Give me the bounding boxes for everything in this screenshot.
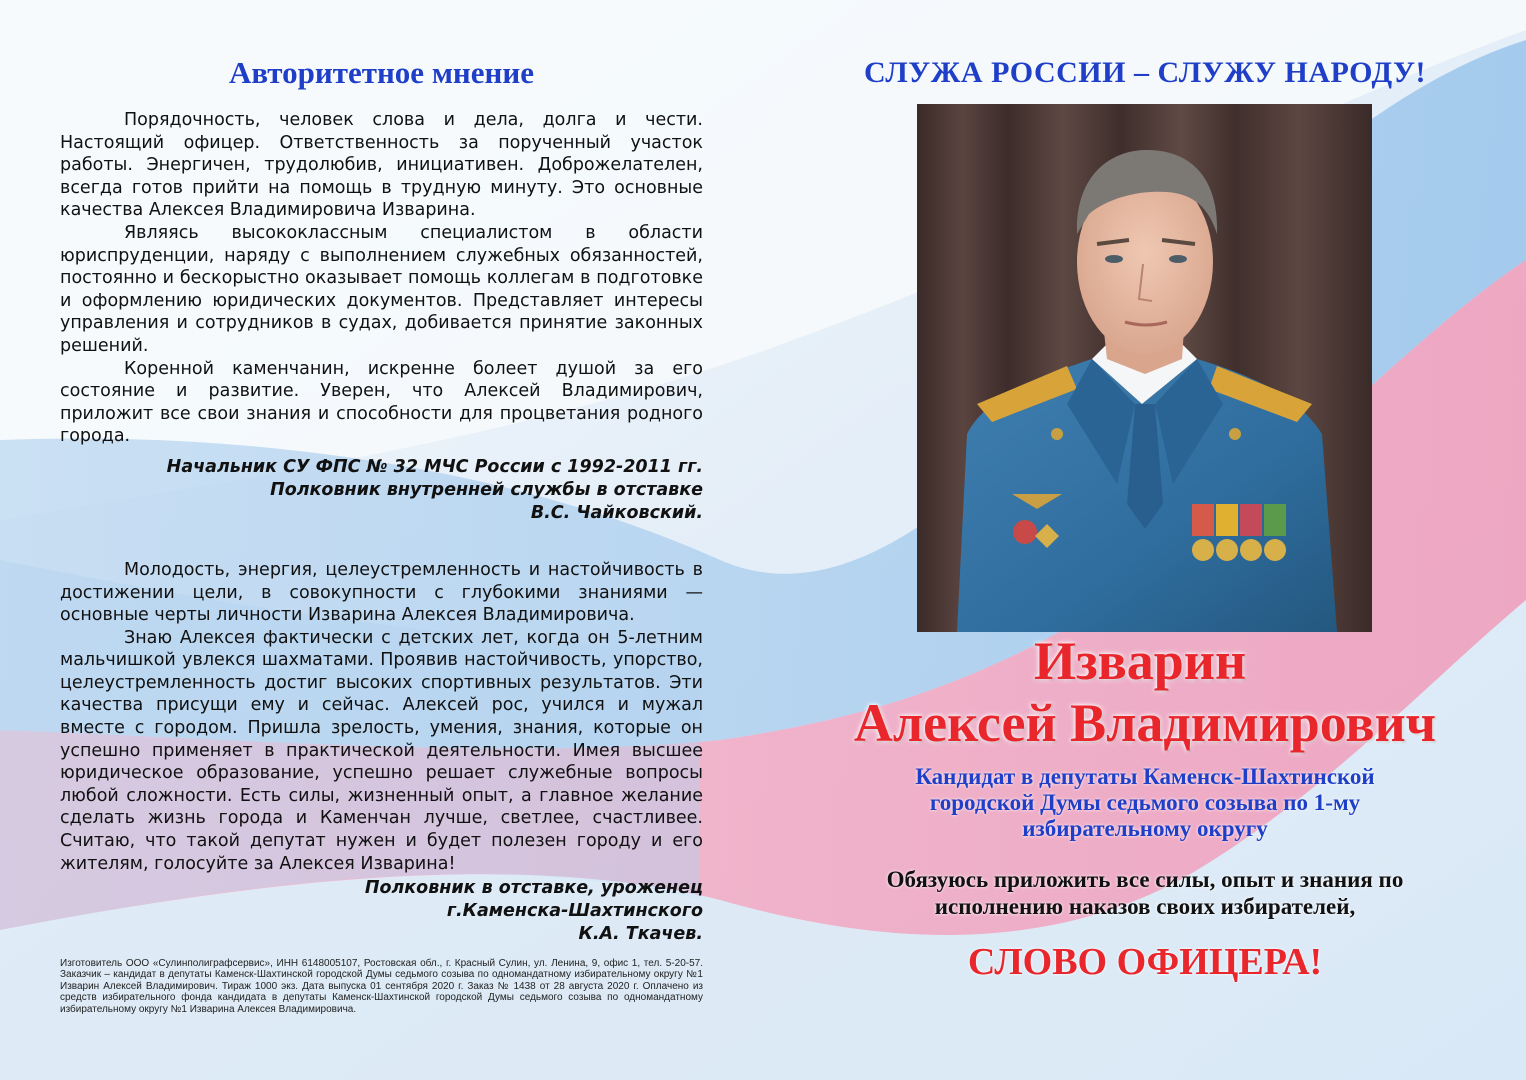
pledge-line: Обязуюсь приложить все силы, опыт и знания по [886,867,1404,892]
signature-line: Начальник СУ ФПС № 32 МЧС России с 1992-2011 гг. [166,456,703,477]
signature-line: Полковник внутренней службы в отставке [270,479,703,500]
opinion1-signature [60,456,703,525]
opinion1-paragraph: Порядочность, человек слова и дела, долга и чести. Настоящий офицер. Ответственность за порученный участок работы. Энергичен, трудолюбив, инициативен. Доброжелателен, всегда готов прийти на помощь в трудную минуту. Это основные качества Алексея Владимировича Изварина. [60,110,703,221]
candidate-surname: Изварин [1033,631,1247,691]
candidacy-line: Кандидат в депутаты Каменск-Шахтинской [915,764,1375,789]
print-imprint: Изготовитель ООО «Сулинполиграфсервис», ИНН 6148005107, Ростовская обл., г. Красный Сулин, ул. Ленина, 9, офис 1, тел. 5-20-57. Заказчик – кандидат в депутаты Каменск-Шахтинской городской Думы седьмого созыва по одномандатному избирательному округу №1 Изварин Алексей Владимирович. Тираж 1000 экз. Дата выпуска 01 сентября 2020 г. Заказ № 1438 от 28 августа 2020 г. Оплачено из средств избирательного фонда кандидата в депутаты Каменск-Шахтинской городской Думы седьмого созыва по одномандатному избирательному округу №1 Изварина Алексея Владимировича. [60,958,703,1015]
officer-motto: СЛОВО ОФИЦЕРА! [967,941,1323,983]
candidacy-text [830,764,1460,842]
opinion1-paragraph: Коренной каменчанин, искренне болеет душой за его состояние и развитие. Уверен, что Алексей Владимирович, приложит все свои знания и способности для процветания родного города. [60,358,703,447]
signature-line: В.С. Чайковский. [530,502,703,523]
candidacy-line: избирательному округу [1022,816,1268,841]
opinion2-signature [60,877,703,946]
candidate-portrait [917,104,1372,632]
pledge-line: исполнению наказов своих избирателей, [934,894,1356,919]
opinion2-paragraph: Знаю Алексея фактически с детских лет, когда он 5-летним мальчишкой увлекся шахматами. Проявив настойчивость, упорство, целеустремленность достиг высоких спортивных результатов. Эти качества присущи ему и сейчас. Алексей рос, учился и мужал вместе с городом. Пришла зрелость, умения, знания, которые он успешно применяет в практической деятельности. Имея высшее юридическое образование, успешно решает служебные вопросы любой сложности. Есть силы, жизненный опыт, а главное желание сделать жизнь города и Каменчан лучше, светлее, счастливее. Считаю, что такой депутат нужен и будет полезен городу и его жителям, голосуйте за Алексея Изварина! [60,627,703,874]
pledge-text [800,866,1490,920]
candidate-given-names: Алексей Владимирович [853,693,1437,753]
opinion-heading: Авторитетное мнение [228,55,535,90]
signature-line: К.А. Ткачев. [578,924,703,945]
candidacy-line: городской Думы седьмого созыва по 1-му [929,790,1361,815]
opinion2-paragraph: Молодость, энергия, целеустремленность и настойчивость в достижении цели, в совокупности с глубокими знаниями — основные черты личности Изварина Алексея Владимировича. [60,559,703,626]
opinion1-paragraph: Являясь высококлассным специалистом в области юриспруденции, наряду с выполнением служебных обязанностей, постоянно и бескорыстно оказывает помощь коллегам в подготовке и оформлению юридических документов. Представляет интересы управления и сотрудников в судах, добивается принятие законных решений. [60,222,703,356]
campaign-slogan: СЛУЖА РОССИИ – СЛУЖУ НАРОДУ! [863,56,1426,89]
signature-line: Полковник в отставке, уроженец [364,878,703,899]
left-column [60,55,703,946]
signature-line: г.Каменска-Шахтинского [446,901,703,922]
